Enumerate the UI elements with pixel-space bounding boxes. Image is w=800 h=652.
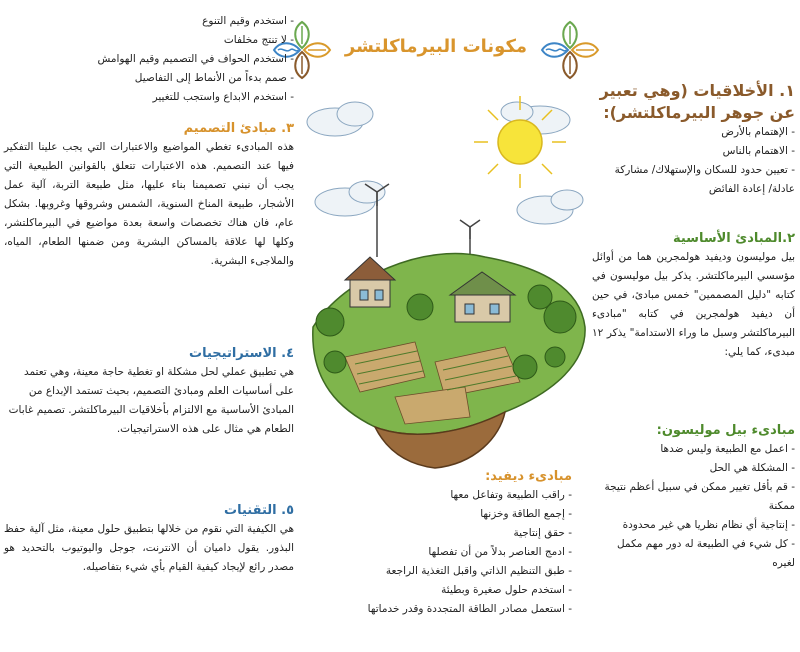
list-item: - راقب الطبيعة وتفاعل معها — [450, 488, 572, 501]
list-item: - اعمل مع الطبيعة وليس ضدها — [660, 442, 795, 455]
basic-principles-text: بيل موليسون وديفيد هولمجرين هما من أوائل مؤسسي البيرماكلتشر. يذكر بيل موليسون في كتابه "دليل المصممين" خمس مبادئ، في حين أن ديفيد هولمجرين في كتابه "مبادىء البيرماكلتشر وسبل ما وراء الاستدامة" يذكر ١٢ مبدىء، كما يلي: — [592, 250, 795, 358]
list-item: - ادمج العناصر بدلاً من أن تفصلها — [428, 545, 572, 558]
bill-principles-section — [592, 422, 795, 573]
list-item: - الإهتمام بالأرض — [721, 126, 795, 139]
strategies-section — [4, 345, 294, 439]
ethics-heading: ١. الأخلاقيات (وهي تعبير عن جوهر البيرماكلتشر): — [599, 81, 795, 122]
design-section — [4, 120, 294, 271]
design-heading: ٣. مبادئ التصميم — [183, 121, 294, 136]
permaculture-flower-logo-right — [540, 20, 600, 80]
list-item: - كل شيء في الطبيعة له دور مهم مكمل لغيره — [616, 537, 795, 569]
basic-principles-heading: ٢.المبادئ الأساسية — [672, 231, 795, 246]
list-item: - استعمل مصادر الطاقة المتجددة وقدر خدماتها — [367, 602, 572, 615]
list-item: - لا تنتج مخلفات — [223, 34, 294, 46]
list-item: - طبق التنظيم الذاتي واقبل التغذية الراجعة — [385, 564, 572, 577]
david-principles-list — [340, 486, 572, 619]
ethics-section — [592, 80, 795, 199]
list-item: - إجمع الطاقة وخزنها — [480, 507, 572, 520]
permaculture-farm-illustration — [305, 92, 590, 470]
list-item: - تعيين حدود للسكان والإستهلاك/ مشاركة عادلة/ إعادة الفائض — [614, 164, 795, 196]
strategies-heading: ٤. الاستراتيجيات — [189, 346, 294, 361]
techniques-section — [4, 502, 294, 577]
list-item: - استخدم وقيم التنوع — [202, 15, 294, 27]
list-item: - المشكلة هي الحل — [709, 461, 795, 474]
page-title: مكونات البيرماكلتشر — [344, 36, 528, 57]
basic-principles-section — [592, 230, 795, 362]
list-item: - استخدم الابداع واستجب للتغيير — [152, 91, 294, 103]
list-item: - صمم بدءاً من الأنماط إلى التفاصيل — [134, 72, 294, 84]
design-text: هذه المبادىء تغطي المواضيع والاعتبارات التي يجب علينا التفكير فيها عند التصميم. هذه الاعتبارات تتعلق بالقوانين الطبيعية التي يجب أن نبني تصميمنا بناء عليها، مثل طبيعة التربة، آلية عمل الأشجار، طبيعة المناخ السنوية، الشمس وشروقها وغروبها. بشكل عام، فان هناك تخصصات واسعة بعدة مواضيع في البيرماكلتشر، وكلها لها علاقة بالمساكن البشرية ومن ضمنها الطعام، المياه، والملاجىء البشرية. — [4, 140, 294, 267]
david-principles-section — [340, 468, 572, 619]
list-item: - إنتاجية أي نظام نظريا هي غير محدودة — [622, 518, 795, 531]
title-bar — [272, 20, 602, 80]
david-principles-cont-list — [4, 12, 294, 107]
david-principles-heading: مبادىء ديفيد: — [485, 469, 572, 484]
list-item: - الاهتمام بالناس — [722, 145, 795, 158]
strategies-text: هي تطبيق عملي لحل مشكلة او تغطية حاجة معينة، وهي تعتمد على أساسيات العلم ومبادئ التصميم، بحيث تستمد الإبداع من المبادئ الأساسية مع الالتزام بأخلاقيات البيرماكلتشر. تصميم غابات الطعام هي مثال على هذه الاستراتيجيات. — [8, 365, 294, 435]
techniques-heading: ٥. التقنيات — [224, 503, 294, 518]
list-item: - استخدم الحواف في التصميم وقيم الهوامش — [97, 53, 294, 65]
bill-principles-heading: مبادىء بيل موليسون: — [656, 423, 795, 438]
ethics-list — [592, 123, 795, 199]
list-item: - قم بأقل تغيير ممكن في سبيل أعظم نتيجة ممكنة — [604, 480, 795, 512]
techniques-text: هي الكيفية التي نقوم من خلالها بتطبيق حلول معينة، مثل آلية حفظ البذور. يقول داميان أن الانترنت، جوجل واليوتيوب بالتحديد هو مصدر رائع لإيجاد كيفية القيام بأي شيء بتفاصيله. — [4, 522, 294, 573]
list-item: - حقق إنتاجية — [513, 526, 572, 539]
list-item: - استخدم حلول صغيرة وبطيئة — [441, 583, 572, 596]
bill-principles-list — [592, 440, 795, 573]
